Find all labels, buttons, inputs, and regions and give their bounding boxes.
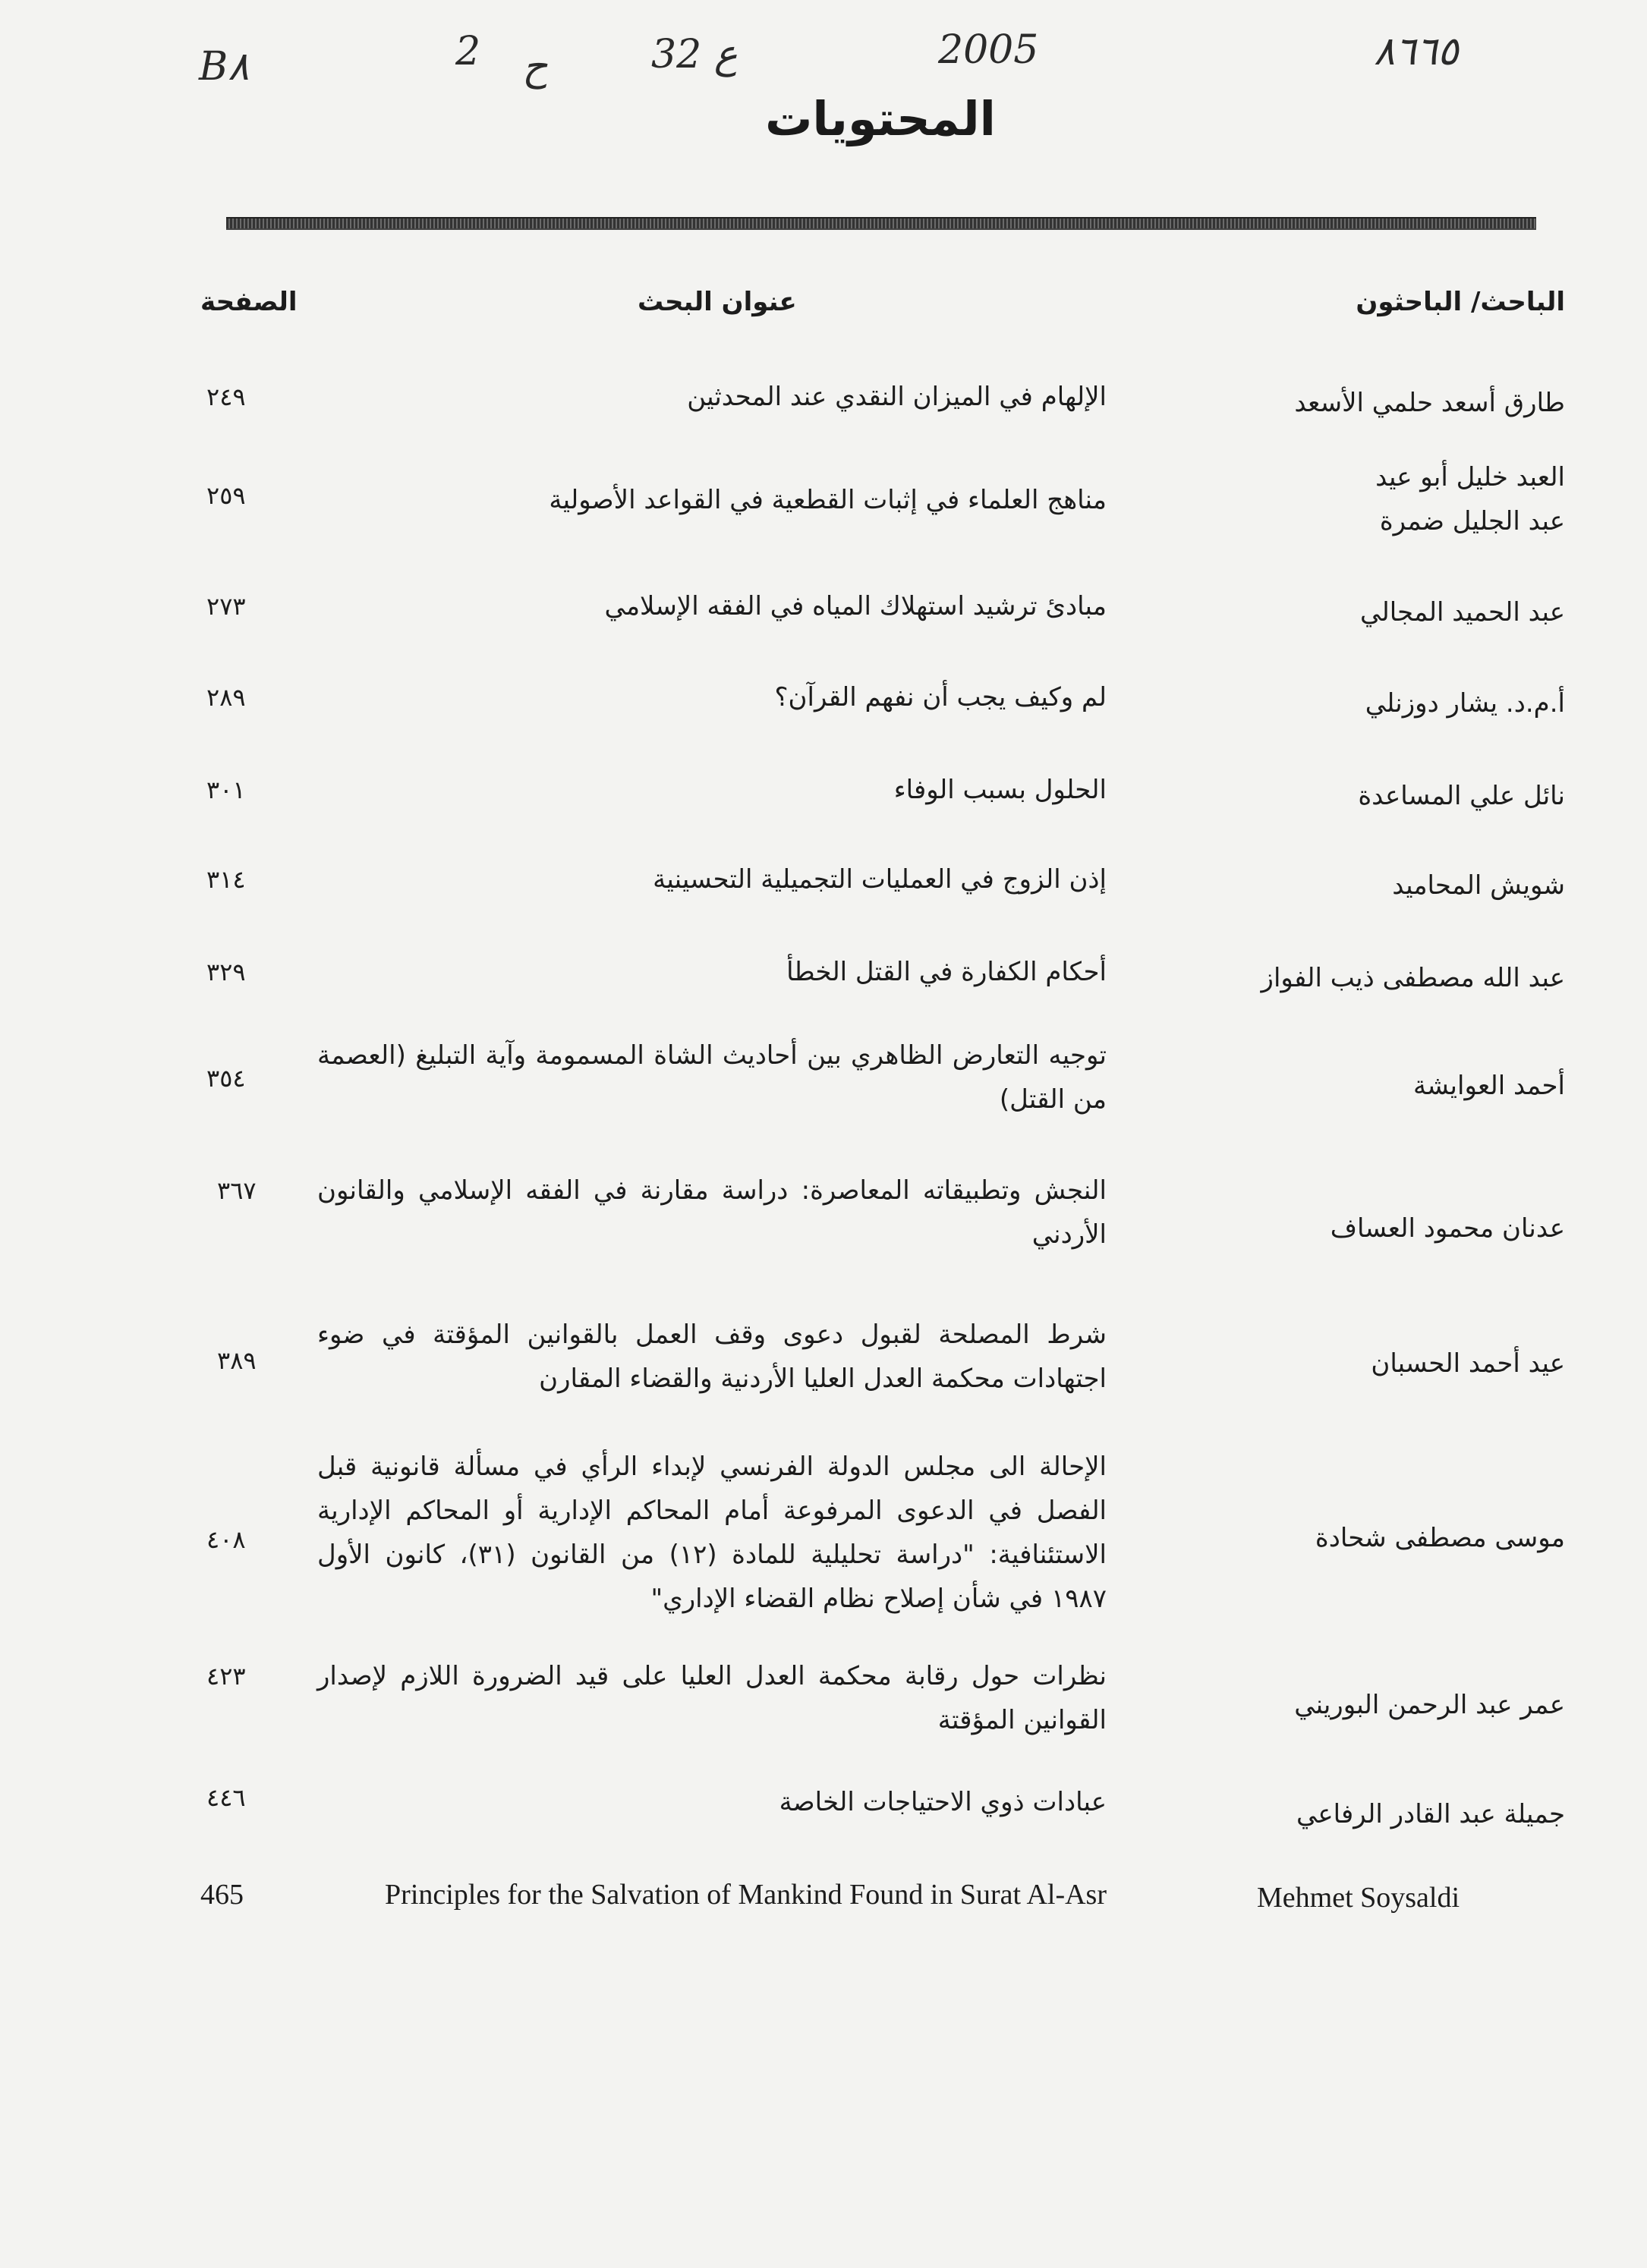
entry-page: ٤٢٣: [206, 1662, 246, 1691]
title-divider: [226, 217, 1536, 230]
entry-author: Mehmet Soysaldi: [1257, 1882, 1460, 1914]
entry-title: لم وكيف يجب أن نفهم القرآن؟: [774, 682, 1107, 712]
handwritten-note-3: 32 ع: [651, 32, 738, 77]
entry-title: توجيه التعارض الظاهري بين أحاديث الشاة المسمومة وآية التبليغ (العصمة من القتل): [317, 1040, 1107, 1115]
entry-page: ٣٠١: [206, 775, 246, 804]
handwritten-note-4: 2005: [938, 27, 1039, 73]
entry-page: ٣٦٧: [217, 1176, 257, 1205]
handwritten-note-1: 2: [455, 29, 481, 74]
entry-title: النجش وتطبيقاته المعاصرة: دراسة مقارنة في الفقه الإسلامي والقانون الأردني: [317, 1175, 1107, 1250]
entry-page: 465: [200, 1879, 244, 1911]
entry-author: عيد أحمد الحسبان: [1371, 1348, 1565, 1379]
handwritten-note-2: ح: [522, 44, 548, 90]
column-header-title: عنوان البحث: [638, 287, 797, 317]
entry-title: شرط المصلحة لقبول دعوى وقف العمل بالقوانين المؤقتة في ضوء اجتهادات محكمة العدل العليا الأردنية والقضاء المقارن: [317, 1320, 1107, 1394]
entry-page: ٢٧٣: [206, 592, 246, 621]
entry-title: إذن الزوج في العمليات التجميلية التحسينية: [653, 864, 1107, 895]
entry-page: ٣٥٤: [206, 1064, 246, 1093]
entry-title: الإلهام في الميزان النقدي عند المحدثين: [687, 382, 1107, 412]
entry-page: ٣١٤: [206, 865, 246, 894]
column-header-author: الباحث/ الباحثون: [1356, 287, 1565, 317]
entry-title: نظرات حول رقابة محكمة العدل العليا على قيد الضرورة اللازم لإصدار القوانين المؤقتة: [317, 1661, 1107, 1735]
entry-page: ٢٨٩: [206, 683, 246, 712]
entry-page: ٤٤٦: [206, 1783, 246, 1812]
entry-author: نائل علي المساعدة: [1358, 781, 1565, 811]
entry-author: عمر عبد الرحمن البوريني: [1294, 1690, 1565, 1720]
entry-page: ٤٠٨: [206, 1525, 246, 1554]
entry-author: عدنان محمود العساف: [1330, 1213, 1565, 1244]
entry-title: Principles for the Salvation of Mankind Found in Surat Al-Asr: [385, 1879, 1107, 1911]
entry-author: عبد الله مصطفى ذيب الفواز: [1261, 963, 1565, 993]
entry-author: العبد خليل أبو عيد: [1375, 462, 1565, 492]
entry-author: موسى مصطفى شحادة: [1315, 1523, 1565, 1553]
entry-author: عبد الجليل ضمرة: [1379, 506, 1565, 536]
entry-title: الحلول بسبب الوفاء: [893, 775, 1107, 805]
entry-page: ٣٨٩: [217, 1346, 257, 1375]
entry-author: أحمد العوايشة: [1412, 1071, 1565, 1101]
entry-title: مبادئ ترشيد استهلاك المياه في الفقه الإسلامي: [604, 591, 1107, 621]
entry-author: جميلة عبد القادر الرفاعي: [1296, 1799, 1565, 1829]
column-header-page: الصفحة: [200, 287, 298, 317]
entry-title: عبادات ذوي الاحتياجات الخاصة: [779, 1787, 1107, 1817]
entry-author: طارق أسعد حلمي الأسعد: [1294, 388, 1565, 418]
entry-title: أحكام الكفارة في القتل الخطأ: [786, 957, 1107, 987]
entry-page: ٢٥٩: [206, 481, 246, 510]
entry-author: عبد الحميد المجالي: [1360, 597, 1565, 628]
entry-title: مناهج العلماء في إثبات القطعية في القواعد الأصولية: [549, 485, 1107, 515]
page-title: المحتويات: [765, 91, 996, 146]
entry-author: شويش المحاميد: [1392, 870, 1565, 901]
entry-author: أ.م.د. يشار دوزنلي: [1365, 688, 1565, 719]
handwritten-note-right: ٨٦٦٥: [1374, 29, 1459, 74]
handwritten-note-left: B٨: [199, 44, 250, 90]
entry-title: الإحالة الى مجلس الدولة الفرنسي لإبداء الرأي في مسألة قانونية قبل الفصل في الدعوى المرفوعة أمام المحاكم الإدارية أو المحاكم الإدارية الاستئنافية: "دراسة تحليلية للمادة (١٢) من القانون (٣١)، كانون الأول ١٩٨٧ في شأن إصلاح نظام القضاء الإداري": [317, 1452, 1107, 1614]
entry-page: ٣٢٩: [206, 958, 246, 986]
entry-page: ٢٤٩: [206, 382, 246, 411]
